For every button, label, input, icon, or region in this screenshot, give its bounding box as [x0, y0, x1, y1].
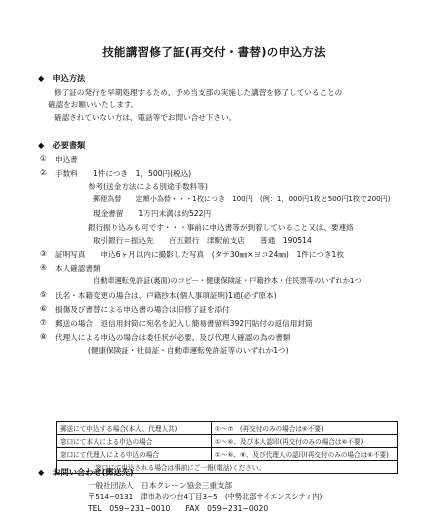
item-subtext: 郵便為替 定額小為替・・・1枚につき 100円 (例：1，000円1枚と500円1枚で200円) — [93, 194, 391, 203]
item-subtext: 現金書留 1万円未満は約522円 — [93, 209, 212, 218]
item-subtext: 自動車運転免許証(裏面)のコピー・健康保険証・戸籍抄本・住民票等のいずれか1つ — [93, 276, 362, 285]
application-text-line: 確認されていない方は、電話等でお問い合せ下さい。 — [54, 113, 237, 122]
section-documents-heading: ◆ 必要書類 — [38, 140, 86, 150]
item-subtext: 銀行振り込みも可です・・・事前に申込書等が到着していること又は、要連絡 — [88, 223, 354, 232]
application-text-line: 確認をお願いいたします。 — [48, 100, 139, 109]
table-note: 窓口にて申込される場合は事前にご一報(電話)ください。 — [57, 461, 398, 474]
application-text-line: 修了証の発行を早期処理するため、予め当支部の実施した講習を修了していることの — [54, 88, 343, 97]
item-text: 申込書 — [55, 155, 78, 164]
item-number: ⑦ — [40, 318, 47, 327]
table-cell: 郵送にて申込する場合(本人、代理人共) — [57, 422, 212, 435]
section-application-heading: ◆ 申込方法 — [38, 73, 86, 83]
item-number: ⑤ — [40, 290, 47, 299]
item-text: 手数料 1件につき 1，500円(税込) — [55, 169, 192, 178]
item-text: 氏名・本籍変更の場合は、戸籍抄本(個人事項証明)1通(必ず原本) — [55, 291, 277, 300]
item-number: ③ — [40, 249, 47, 258]
item-text: 郵送の場合 返信用封筒に宛名を記入し簡易書留料392円貼付の返信用封筒 — [55, 319, 313, 328]
item-number: ④ — [40, 263, 47, 272]
table-cell: 窓口にて本人による申込の場合 — [57, 435, 212, 448]
item-text: 損傷及び書替による申込書の場合は旧修了証を添付 — [55, 305, 230, 314]
table-cell: ①〜⑥、及び本人認印(再交付のみの場合は⑥不要) — [212, 435, 398, 448]
item-text: 本人確認書類 — [55, 264, 101, 273]
item-text: 代理人による申込の場合は委任状が必要、及び代理人確認の為の書類 — [55, 333, 291, 342]
contact-address: 〒514−0131 津市あのつ台4丁目3−5 (中勢北部サイエンスシティ内) — [88, 492, 323, 501]
table-row — [57, 435, 398, 448]
item-subtext: 取引銀行＝振込先 百五銀行 津駅前支店 普通 190514 — [93, 236, 312, 245]
table-row — [57, 448, 398, 461]
item-number: ② — [40, 168, 47, 177]
contact-phone: TEL 059−231−0010 FAX 059−231−0020 — [88, 504, 269, 513]
contact-org: 一般社団法人 日本クレーン協会三重支部 — [88, 481, 233, 490]
document-title: 技能講習修了証(再交付・書替)の申込方法 — [102, 45, 326, 59]
item-number: ① — [40, 154, 47, 163]
table-cell: ①〜⑦ (再交付のみの場合は⑥不要) — [212, 422, 398, 435]
section-contact-heading: ◆ お問い合わせ(郵送先) — [38, 467, 134, 477]
item-subtext: 参考(送金方法による別途手数料等) — [88, 182, 208, 191]
table-cell: ①〜⑥、⑧、及び代理人の認印(再交付のみの場合は⑥不要) — [212, 448, 398, 461]
table-cell: 窓口にて代理人による申込の場合 — [57, 448, 212, 461]
item-text: 証明写真 申込6ヶ月以内に撮影した写真 (タテ30㎜×ヨコ24㎜) 1件につき1枚 — [55, 250, 344, 259]
table-row — [57, 422, 398, 435]
item-subtext: (健康保険証・社員証・自動車運転免許証等のいずれか1つ) — [88, 346, 289, 355]
item-number: ⑥ — [40, 304, 47, 313]
item-number: ⑧ — [40, 332, 47, 341]
